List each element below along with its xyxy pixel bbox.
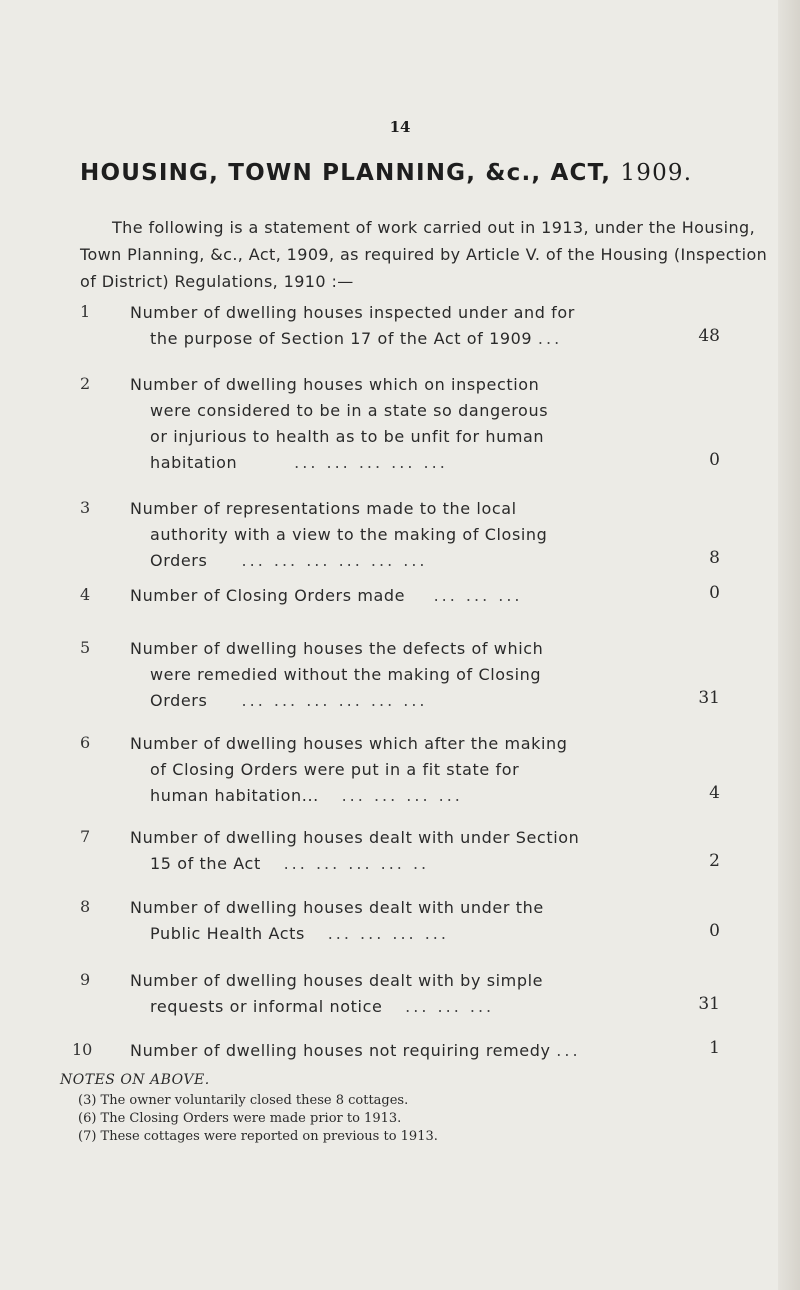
- item-description: [130, 636, 610, 714]
- item-line: Number of representations made to the local: [130, 499, 517, 518]
- notes-section: [60, 1072, 660, 1146]
- item-number: 1: [80, 302, 91, 321]
- item-line-text: Number of dwelling houses not requiring remedy: [130, 1041, 551, 1060]
- item-line-text: human habitation...: [150, 786, 319, 805]
- item-description: [130, 825, 610, 877]
- item-value: 2: [709, 851, 720, 871]
- item-line-text: Orders: [150, 691, 208, 710]
- item-number: 5: [80, 638, 91, 657]
- item-number: 7: [80, 827, 91, 846]
- item-line-text: Orders: [150, 551, 208, 570]
- item-line: [130, 548, 610, 574]
- item-description: [130, 372, 610, 476]
- leader-dots: ... ... ... ...: [341, 786, 463, 805]
- item-value: 48: [698, 326, 720, 346]
- item-description: [130, 895, 610, 947]
- leader-dots: ... ... ... ... ...: [294, 453, 448, 472]
- item-line: [130, 851, 610, 877]
- title-text: HOUSING, TOWN PLANNING, &c., ACT,: [80, 160, 612, 186]
- leader-dots: ... ... ...: [433, 586, 523, 605]
- item-description: [130, 300, 610, 352]
- item-line: or injurious to health as to be unfit for human: [150, 427, 545, 446]
- item-description: [130, 583, 610, 609]
- item-number: 2: [80, 374, 91, 393]
- item-line: were considered to be in a state so dangerous: [150, 401, 549, 420]
- item-number: 4: [80, 585, 91, 604]
- item-value: 4: [709, 783, 720, 803]
- page-number: 14: [389, 118, 411, 136]
- item-line: [130, 583, 610, 609]
- item-line: Number of dwelling houses inspected under and for: [130, 303, 575, 322]
- item-description: [130, 1038, 610, 1064]
- item-value: 31: [698, 994, 720, 1014]
- leader-dots: ... ... ... ... ... ...: [241, 691, 428, 710]
- item-line: [130, 688, 610, 714]
- item-value: 31: [698, 688, 720, 708]
- notes-title: NOTES ON ABOVE.: [60, 1072, 210, 1088]
- leader-dots: ... ... ... ... ..: [283, 854, 430, 873]
- item-line-text: the purpose of Section 17 of the Act of 1909: [150, 329, 533, 348]
- page-title: [80, 160, 770, 186]
- item-description: [130, 731, 610, 809]
- leader-dots: ...: [556, 1041, 581, 1060]
- item-line: [130, 450, 610, 476]
- item-value: 1: [709, 1038, 720, 1058]
- item-value: 8: [709, 548, 720, 568]
- item-line: [130, 921, 610, 947]
- item-line-text: Public Health Acts: [150, 924, 305, 943]
- item-line: Number of dwelling houses dealt with under the: [130, 898, 544, 917]
- note-entry: (7) These cottages were reported on previous to 1913.: [78, 1129, 438, 1144]
- item-number: 3: [80, 498, 91, 517]
- item-value: 0: [709, 583, 720, 603]
- page-edge: [778, 0, 800, 1290]
- item-description: [130, 968, 610, 1020]
- item-value: 0: [709, 921, 720, 941]
- item-line-text: requests or informal notice: [150, 997, 383, 1016]
- intro-paragraph: The following is a statement of work carried out in 1913, under the Housing, Town Planning, &c., Act, 1909, as required by Article V. of the Housing (Inspection of District) Regulations, 1910 :—: [80, 218, 768, 291]
- item-line-text: 15 of the Act: [150, 854, 261, 873]
- item-description: [130, 496, 610, 574]
- item-number: 9: [80, 970, 91, 989]
- note-entry: (6) The Closing Orders were made prior to 1913.: [78, 1111, 402, 1126]
- item-line: [130, 326, 610, 352]
- item-line: Number of dwelling houses which on inspection: [130, 375, 540, 394]
- item-line: [130, 783, 610, 809]
- item-line: of Closing Orders were put in a fit state for: [150, 760, 520, 779]
- title-year: 1909.: [620, 160, 693, 186]
- item-line: Number of dwelling houses dealt with by simple: [130, 971, 544, 990]
- item-line: were remedied without the making of Closing: [150, 665, 542, 684]
- leader-dots: ... ... ... ... ... ...: [241, 551, 428, 570]
- item-line: Number of dwelling houses dealt with under Section: [130, 828, 580, 847]
- leader-dots: ... ... ... ...: [327, 924, 449, 943]
- note-entry: (3) The owner voluntarily closed these 8 cottages.: [78, 1093, 409, 1108]
- item-line: authority with a view to the making of Closing: [150, 525, 548, 544]
- item-number: 10: [72, 1040, 93, 1059]
- item-line-text: habitation: [150, 453, 238, 472]
- item-line: Number of dwelling houses the defects of which: [130, 639, 544, 658]
- leader-dots: ...: [537, 329, 563, 348]
- item-value: 0: [709, 450, 720, 470]
- item-number: 6: [80, 733, 91, 752]
- item-line: [130, 994, 610, 1020]
- item-line: [130, 1038, 610, 1064]
- item-number: 8: [80, 897, 91, 916]
- item-line-text: Number of Closing Orders made: [130, 586, 406, 605]
- leader-dots: ... ... ...: [405, 997, 495, 1016]
- item-line: Number of dwelling houses which after the making: [130, 734, 568, 753]
